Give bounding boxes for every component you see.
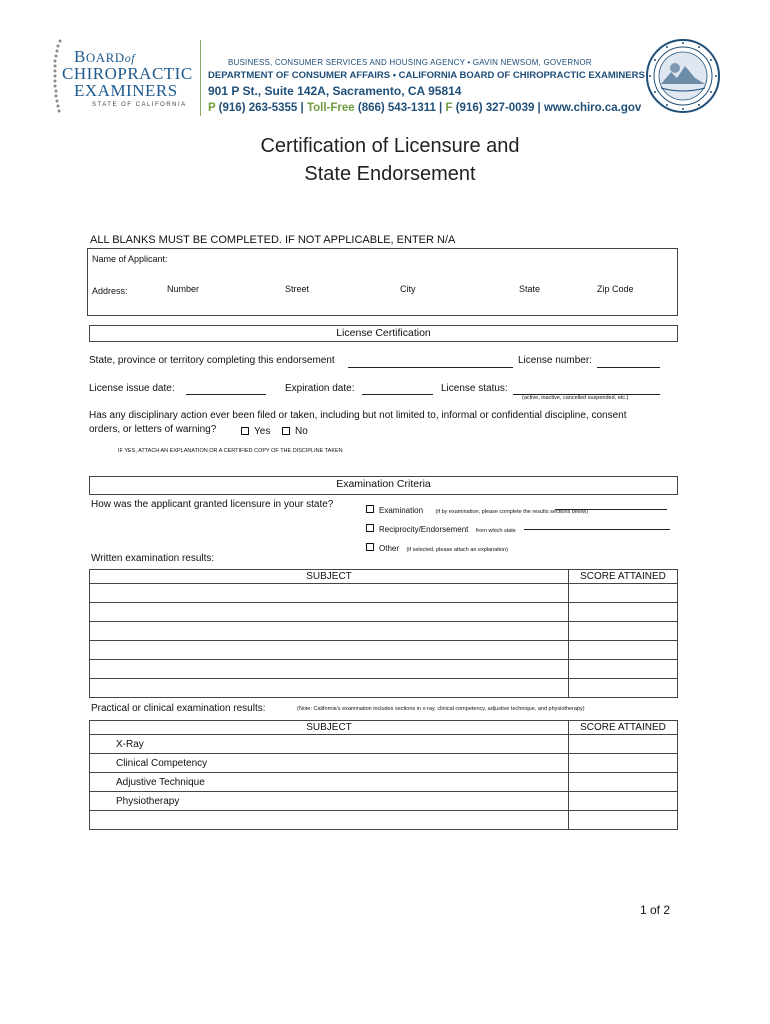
score-cell[interactable]: [569, 792, 678, 811]
table-row[interactable]: [90, 773, 678, 792]
score-cell[interactable]: [569, 660, 678, 679]
address-state-label: State: [519, 284, 541, 294]
license-cert-rule: [89, 341, 678, 342]
expiration-date-field[interactable]: [362, 383, 433, 395]
table-header-row: [90, 570, 678, 584]
table-row[interactable]: [90, 660, 678, 679]
department-line: DEPARTMENT OF CONSUMER AFFAIRS • CALIFORNIA BOARD OF CHIROPRACTIC EXAMINERS: [208, 70, 645, 81]
license-number-field[interactable]: [597, 356, 660, 368]
table-row[interactable]: [90, 584, 678, 603]
state-seal-icon: [645, 38, 721, 114]
subject-cell: Clinical Competency: [90, 754, 569, 773]
discipline-yes-option[interactable]: Yes: [241, 426, 270, 437]
table-row[interactable]: [90, 622, 678, 641]
score-header: SCORE ATTAINED: [569, 721, 678, 735]
reciprocity-state-field[interactable]: [524, 520, 670, 530]
option-examination[interactable]: Examination (if by examination, please complete the results sections below): [366, 500, 588, 518]
subject-header: SUBJECT: [90, 570, 569, 584]
score-cell[interactable]: [569, 773, 678, 792]
issue-date-label: License issue date:: [89, 383, 175, 394]
examination-extra-field[interactable]: [555, 500, 667, 510]
license-status-note: (active, inactive, cancelled suspended, etc.): [522, 395, 629, 401]
score-cell[interactable]: [569, 641, 678, 660]
subject-cell: Adjustive Technique: [90, 773, 569, 792]
subject-cell[interactable]: [90, 641, 569, 660]
option-other[interactable]: Other (if selected, please attach an explanation): [366, 538, 508, 556]
examination-checkbox[interactable]: [366, 505, 374, 513]
discipline-no-option[interactable]: No: [282, 426, 308, 437]
licensure-method-question: How was the applicant granted licensure in your state?: [91, 499, 334, 510]
score-cell[interactable]: [569, 679, 678, 698]
yes-checkbox[interactable]: [241, 427, 249, 435]
issue-date-field[interactable]: [186, 383, 266, 395]
option-reciprocity[interactable]: Reciprocity/Endorsement from which state: [366, 519, 516, 537]
address-label: Address:: [92, 286, 128, 296]
contact-line: P (916) 263-5355 | Toll-Free (866) 543-1311 | F (916) 327-0039 | www.chiro.ca.gov: [208, 102, 642, 114]
table-row[interactable]: [90, 811, 678, 830]
subject-header: SUBJECT: [90, 721, 569, 735]
office-address: 901 P St., Suite 142A, Sacramento, CA 95814: [208, 84, 462, 98]
address-street-label: Street: [285, 284, 310, 294]
subject-cell[interactable]: [90, 584, 569, 603]
written-exam-table: [89, 569, 678, 698]
document-title: Certification of Licensure and State Endorsement: [260, 135, 520, 185]
no-checkbox[interactable]: [282, 427, 290, 435]
reciprocity-checkbox[interactable]: [366, 524, 374, 532]
discipline-question-line2: orders, or letters of warning?: [89, 424, 217, 435]
score-cell[interactable]: [569, 811, 678, 830]
subject-cell[interactable]: [90, 811, 569, 830]
applicant-name-field[interactable]: [175, 252, 670, 266]
agency-line: BUSINESS, CONSUMER SERVICES AND HOUSING AGENCY • GAVIN NEWSOM, GOVERNOR: [228, 58, 592, 67]
score-cell[interactable]: [569, 735, 678, 754]
score-cell[interactable]: [569, 622, 678, 641]
address-city-label: City: [400, 284, 416, 294]
header-divider: [200, 40, 201, 116]
state-endorsing-field[interactable]: [348, 356, 513, 368]
license-cert-heading: License Certification: [336, 327, 431, 339]
subject-cell: Physiotherapy: [90, 792, 569, 811]
state-endorsing-label: State, province or territory completing this endorsement: [89, 355, 335, 366]
subject-cell[interactable]: [90, 622, 569, 641]
other-checkbox[interactable]: [366, 543, 374, 551]
license-status-field[interactable]: [513, 383, 660, 395]
table-row[interactable]: [90, 679, 678, 698]
license-status-label: License status:: [441, 383, 508, 394]
practical-exam-label: Practical or clinical examination results:: [91, 703, 266, 714]
page-number: 1 of 2: [640, 903, 671, 917]
table-header-row: [90, 721, 678, 735]
table-row[interactable]: [90, 754, 678, 773]
exam-criteria-rule: [89, 494, 678, 495]
subject-cell[interactable]: [90, 679, 569, 698]
score-cell[interactable]: [569, 603, 678, 622]
applicant-name-label: Name of Applicant:: [92, 254, 168, 264]
expiration-date-label: Expiration date:: [285, 383, 355, 394]
practical-exam-table: [89, 720, 678, 830]
score-cell[interactable]: [569, 584, 678, 603]
subject-cell: X-Ray: [90, 735, 569, 754]
score-header: SCORE ATTAINED: [569, 570, 678, 584]
license-number-label: License number:: [518, 355, 592, 366]
address-number-label: Number: [167, 284, 200, 294]
table-row[interactable]: [90, 641, 678, 660]
address-field[interactable]: [135, 296, 670, 310]
subject-cell[interactable]: [90, 603, 569, 622]
discipline-question-line1: Has any disciplinary action ever been filed or taken, including but not limited to, informal or confidential discipline, consent: [89, 410, 627, 421]
subject-cell[interactable]: [90, 660, 569, 679]
score-cell[interactable]: [569, 754, 678, 773]
instructions-text: ALL BLANKS MUST BE COMPLETED. IF NOT APPLICABLE, ENTER N/A: [90, 234, 456, 246]
exam-criteria-heading: Examination Criteria: [336, 478, 431, 490]
table-row[interactable]: [90, 603, 678, 622]
practical-exam-note: (Note: California's examination includes sections in x-ray, clinical competency, adjustive technique, and physiotherapy): [297, 706, 585, 712]
table-row[interactable]: [90, 792, 678, 811]
address-zip-label: Zip Code: [597, 284, 634, 294]
discipline-note: IF YES, ATTACH AN EXPLANATION OR A CERTIFIED COPY OF THE DISCIPLINE TAKEN: [118, 448, 343, 454]
board-logo: BOARDof CHIROPRACTIC EXAMINERS STATE OF CALIFORNIA: [62, 47, 193, 108]
written-exam-label: Written examination results:: [91, 553, 215, 564]
table-row[interactable]: [90, 735, 678, 754]
